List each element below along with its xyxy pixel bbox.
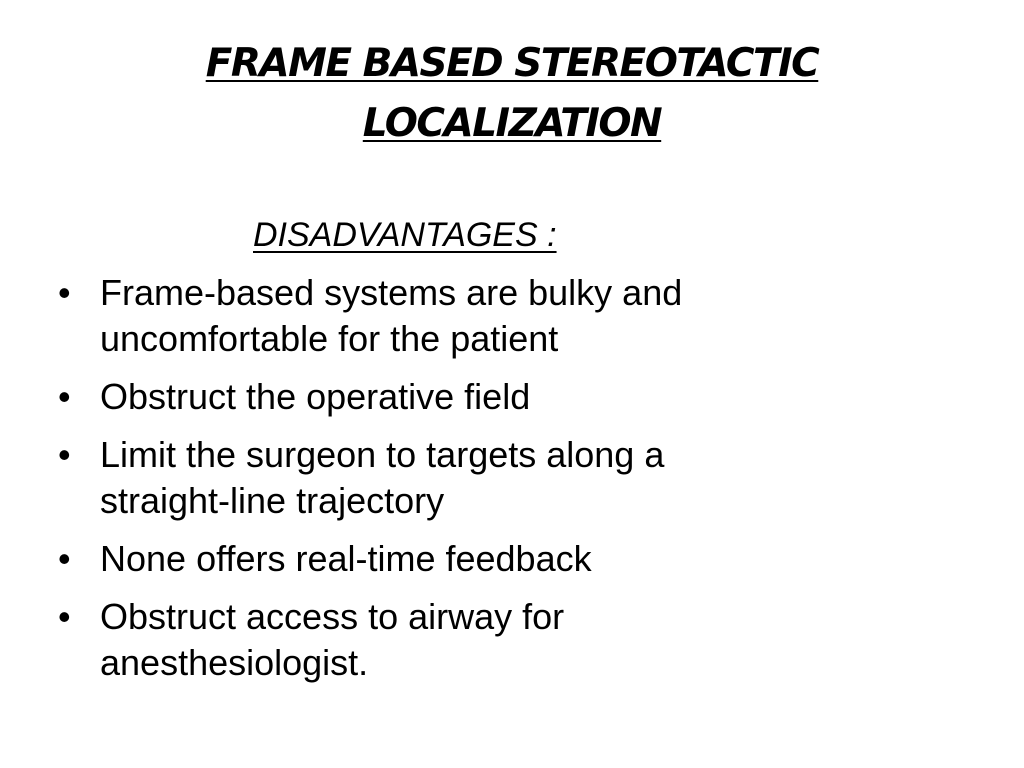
slide-title-line-1: FRAME BASED STEREOTACTIC [205,41,819,86]
bullet-marker: • [58,376,71,417]
slide-title [62,34,962,154]
bullet-text-line: Frame-based systems are bulky and [100,272,683,313]
bullet-marker: • [58,272,71,313]
bullet-text-line: Limit the surgeon to targets along a [100,434,665,475]
bullet-item [58,432,958,524]
slide-title-line-2: LOCALIZATION [362,101,662,146]
bullet-item [58,594,958,686]
bullet-text-line: uncomfortable for the patient [100,318,559,359]
bullet-item [58,374,958,420]
bullet-item [58,270,958,362]
bullet-text-line: Obstruct access to airway for [100,596,565,637]
bullet-marker: • [58,538,71,579]
bullet-text-line: None offers real-time feedback [100,538,592,579]
bullet-text-line: straight-line trajectory [100,480,445,521]
bullet-text-line: Obstruct the operative field [100,376,531,417]
bullet-text-line: anesthesiologist. [100,642,369,683]
bullet-list [58,270,958,698]
bullet-marker: • [58,434,71,475]
bullet-marker: • [58,596,71,637]
bullet-item [58,536,958,582]
disadvantages-heading: DISADVANTAGES : [253,216,557,254]
